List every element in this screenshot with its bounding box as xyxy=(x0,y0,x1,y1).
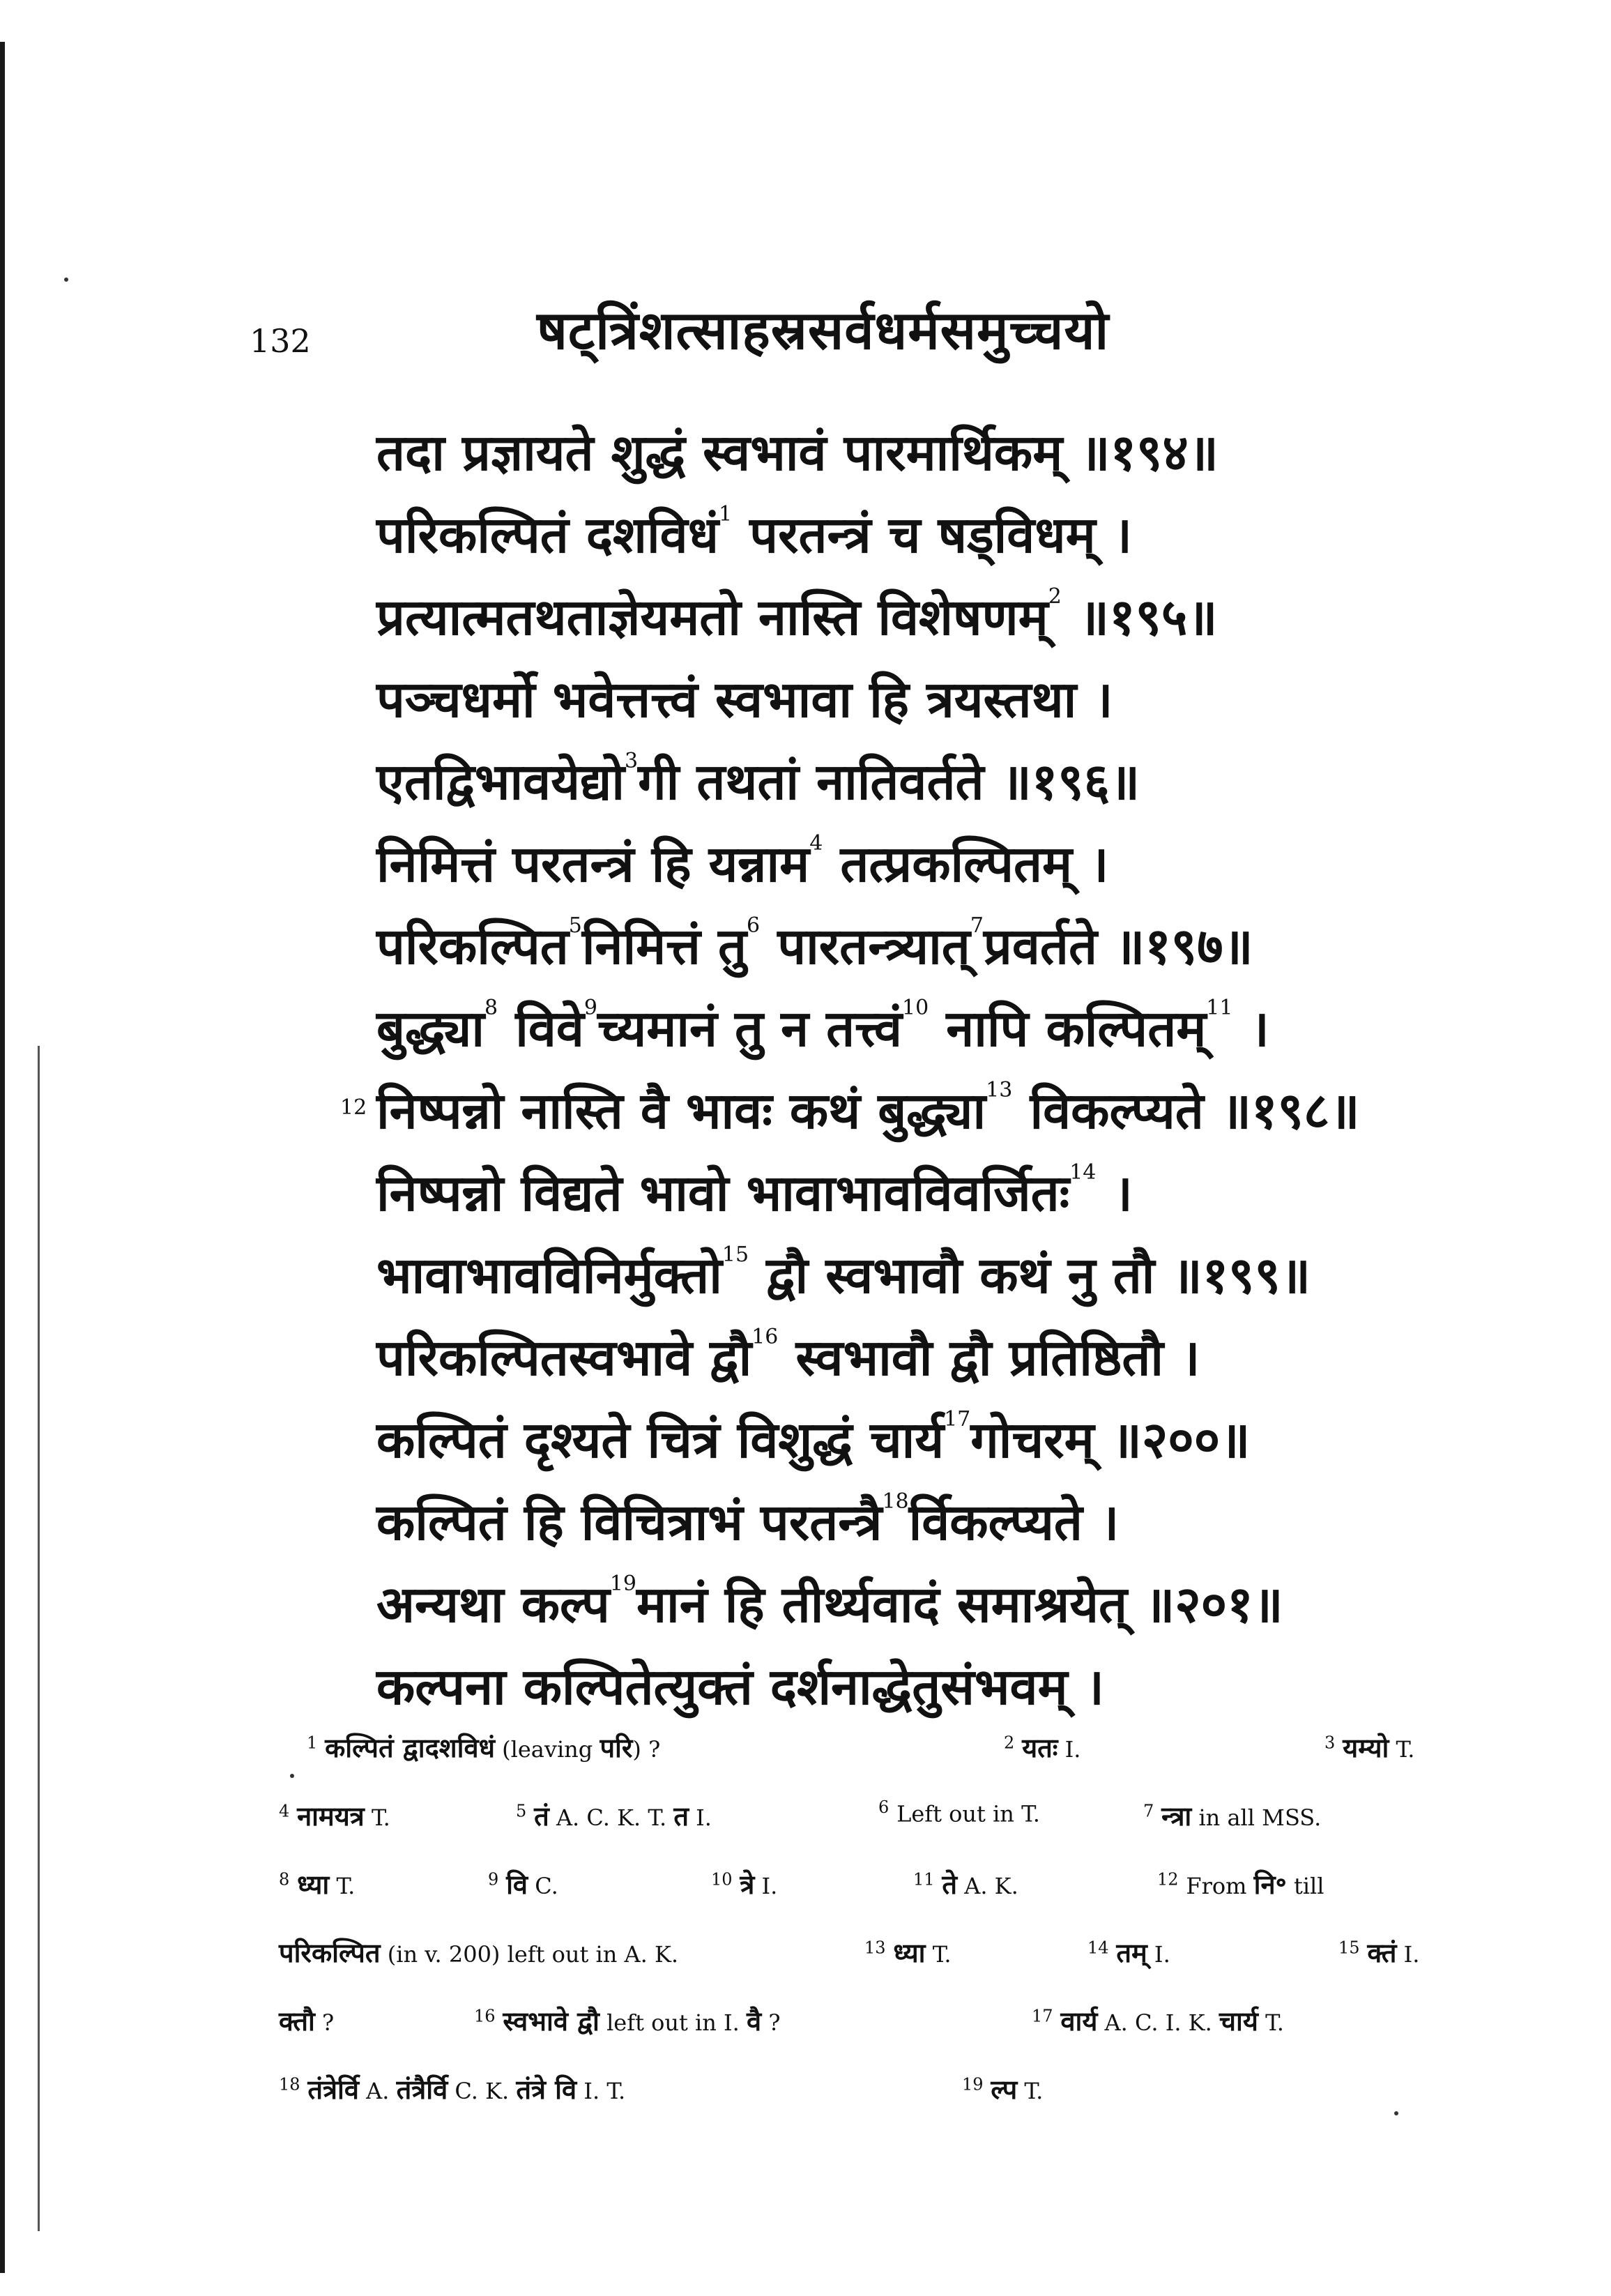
footnote-devanagari: तंत्रेर्वि xyxy=(307,2074,359,2105)
footnote-marker: 14 xyxy=(1069,1160,1097,1185)
verse-text: बुद्ध्या xyxy=(376,999,485,1058)
footnote-note: A. K. xyxy=(957,1873,1018,1899)
verse-text: कल्पना कल्पितेत्युक्तं दर्शनाद्धेतुसंभवम् । xyxy=(376,1657,1104,1716)
verse-line xyxy=(376,823,1506,905)
verse-text: एतद्विभावयेद्यो xyxy=(376,752,625,811)
footnote-devanagari: परि xyxy=(600,1733,633,1763)
footnote xyxy=(516,1797,712,1834)
footnote-devanagari: स्वभावे द्वौ xyxy=(503,2006,600,2037)
verse-text: निमित्तं तु xyxy=(581,917,747,975)
verse-line xyxy=(376,1152,1506,1234)
footnote-note: left out in I. xyxy=(599,2009,747,2036)
footnote xyxy=(878,1797,1040,1827)
footnote-devanagari: ध्या xyxy=(297,1869,330,1900)
verse-line xyxy=(376,1316,1506,1399)
page-edge-rule xyxy=(0,42,5,2273)
footnote-devanagari: न्त्रा xyxy=(1161,1801,1192,1832)
footnote-number: 1 xyxy=(307,1733,318,1753)
footnote-number: 16 xyxy=(474,2006,496,2026)
verse-line xyxy=(340,1070,1506,1152)
footnote-note: A. C. K. T. xyxy=(549,1804,674,1831)
footnote-marker: 18 xyxy=(882,1489,909,1514)
footnote-note: ) ? xyxy=(632,1736,661,1763)
footnote-number: 4 xyxy=(279,1801,290,1821)
footnote-marker: 11 xyxy=(1206,996,1233,1020)
footnote-marker: 6 xyxy=(747,913,761,938)
footnote-number: 18 xyxy=(279,2074,300,2094)
verse-text: निमित्तं परतन्त्रं हि यन्नाम xyxy=(376,835,810,893)
footnote-note: T. xyxy=(1017,2078,1044,2104)
footnote-marker: 9 xyxy=(583,996,597,1020)
footnote-devanagari: तम् xyxy=(1116,1938,1147,1968)
footnote-note: I. xyxy=(1147,1941,1170,1968)
footnote-note: I. xyxy=(754,1873,778,1899)
verse-text: गोचरम् ॥२००॥ xyxy=(970,1411,1251,1469)
footnote-devanagari: कल्पितं द्वादशविधं xyxy=(325,1733,495,1763)
verse-text: र्विकल्प्यते । xyxy=(908,1493,1120,1551)
footnote-number: 5 xyxy=(516,1801,527,1821)
footnote-marker: 10 xyxy=(902,996,929,1020)
footnote-devanagari: क्तं xyxy=(1367,1938,1397,1968)
footnote-devanagari: तंत्रे वि xyxy=(516,2074,577,2105)
footnote-devanagari: चार्य xyxy=(1219,2006,1258,2037)
footnote-marker: 5 xyxy=(568,913,582,938)
verse-line xyxy=(376,1563,1506,1645)
footnote xyxy=(307,1729,660,1765)
running-title: षट्त्रिंशत्साहस्रसर्वधर्मसमुच्चयो xyxy=(537,299,1110,361)
verse-text: कल्पितं हि विचित्राभं परतन्त्रै xyxy=(376,1493,883,1551)
page-number: 132 xyxy=(250,322,311,360)
verse-line xyxy=(376,576,1506,658)
footnote-marker: 19 xyxy=(609,1572,636,1596)
verse-text: । xyxy=(1096,1164,1133,1222)
verse-text: गी तथतां नातिवर्तते ॥१९६॥ xyxy=(638,752,1140,811)
footnote-marker: 16 xyxy=(751,1325,779,1349)
footnote-devanagari: वि xyxy=(506,1869,528,1900)
footnote-note: (in v. 200) left out in A. K. xyxy=(380,1941,679,1968)
verse-text: परिकल्पितस्वभावे द्वौ xyxy=(376,1328,752,1387)
verse-line xyxy=(376,494,1506,576)
footnote xyxy=(1087,1934,1170,1970)
footnote-row xyxy=(279,1729,1478,1797)
footnote-number: 9 xyxy=(488,1869,499,1890)
footnote-devanagari: नि॰ xyxy=(1253,1869,1287,1900)
footnote-number: 19 xyxy=(962,2074,984,2094)
verse-text: प्रत्यात्मतथताज्ञेयमतो नास्ति विशेषणम् xyxy=(376,588,1048,646)
footnote-note: I. xyxy=(1396,1941,1420,1968)
footnote-note: From xyxy=(1186,1873,1254,1899)
footnote-note: C. K. xyxy=(448,2078,517,2104)
verse-text: परतन्त्रं च षड्विधम् । xyxy=(732,505,1133,564)
footnote xyxy=(279,2071,625,2107)
footnote-number: 15 xyxy=(1338,1938,1360,1958)
footnote-devanagari: ध्या xyxy=(893,1938,926,1968)
footnote-marker: 15 xyxy=(721,1242,749,1267)
footnote-marker: 1 xyxy=(718,502,733,526)
footnote-number: 13 xyxy=(864,1938,886,1958)
footnote-marker: 3 xyxy=(624,749,639,773)
footnote-number: 14 xyxy=(1087,1938,1109,1958)
verse-block xyxy=(340,411,1506,1728)
verse-line xyxy=(376,1399,1506,1481)
footnote xyxy=(1324,1729,1414,1765)
verse-line xyxy=(376,658,1506,740)
verse-text: परिकल्पितं दशविधं xyxy=(376,505,719,564)
verse-text: अन्यथा कल्प xyxy=(376,1575,610,1634)
footnote xyxy=(1143,1797,1321,1834)
footnote xyxy=(1004,1729,1081,1765)
footnote-note: T. xyxy=(1389,1736,1415,1763)
footnote-marker: 17 xyxy=(944,1407,971,1431)
verse-text: तदा प्रज्ञायते शुद्धं स्वभावं पारमार्थिकम् ॥१९४॥ xyxy=(376,423,1219,482)
footnote-row xyxy=(279,1797,1478,1866)
footnote-number: 3 xyxy=(1324,1733,1336,1753)
footnote-number: 2 xyxy=(1004,1733,1015,1753)
footnote xyxy=(1157,1866,1324,1902)
scan-speck xyxy=(64,278,68,282)
footnote-number: 17 xyxy=(1032,2006,1053,2026)
verse-line xyxy=(376,1234,1506,1316)
footnote xyxy=(1032,2002,1284,2039)
footnote-note: C. xyxy=(528,1873,558,1899)
verse-text: ॥१९५॥ xyxy=(1061,588,1218,646)
verse-text: प्रवर्तते ॥१९७॥ xyxy=(983,917,1253,975)
verse-text: कल्पितं दृश्यते चित्रं विशुद्धं चार्य xyxy=(376,1411,945,1469)
footnote xyxy=(279,1797,390,1834)
footnote-note: T. xyxy=(329,1873,356,1899)
verse-text: । xyxy=(1232,999,1269,1058)
verse-line xyxy=(376,1481,1506,1563)
footnote xyxy=(962,2071,1043,2107)
footnote-devanagari: ल्प xyxy=(991,2074,1018,2105)
footnote-number: 8 xyxy=(279,1869,290,1890)
footnote xyxy=(474,2002,780,2039)
verse-line xyxy=(376,740,1506,823)
footnote-devanagari: परिकल्पित xyxy=(279,1938,381,1968)
footnote-devanagari: नामयत्र xyxy=(297,1801,365,1832)
footnote-note: in all MSS. xyxy=(1191,1804,1322,1831)
footnote-devanagari: यम्यो xyxy=(1343,1733,1389,1763)
footnote-devanagari: यतः xyxy=(1022,1733,1058,1763)
verse-text: पारतन्त्र्यात् xyxy=(760,917,970,975)
footnote-number: 6 xyxy=(878,1797,890,1817)
verse-line xyxy=(376,411,1506,494)
verse-text: स्वभावौ द्वौ प्रतिष्ठितौ । xyxy=(778,1328,1200,1387)
footnote xyxy=(864,1934,952,1970)
verse-text: विकल्प्यते ॥१९८॥ xyxy=(1012,1081,1360,1140)
footnote xyxy=(913,1866,1018,1902)
footnote-marker: 8 xyxy=(484,996,498,1020)
verse-text: पञ्चधर्मो भवेत्तत्त्वं स्वभावा हि त्रयस्तथा । xyxy=(376,670,1113,729)
verse-text: परिकल्पित xyxy=(376,917,569,975)
verse-line xyxy=(376,987,1506,1070)
footnote-note: T. xyxy=(1258,2009,1284,2036)
footnote-number: 12 xyxy=(1157,1869,1179,1890)
scan-speck xyxy=(1394,2111,1398,2115)
footnotes-block xyxy=(279,1729,1478,2139)
verse-text: मानं हि तीर्थ्यवादं समाश्रयेत् ॥२०१॥ xyxy=(636,1575,1283,1634)
footnote-note: A. xyxy=(358,2078,397,2104)
verse-text: विवे xyxy=(498,999,584,1058)
footnote-note: ? xyxy=(761,2009,781,2036)
footnote-devanagari: तं xyxy=(534,1801,549,1832)
footnote-marker: 2 xyxy=(1048,584,1062,609)
verse-text: नापि कल्पितम् xyxy=(929,999,1207,1058)
footnote-note: ? xyxy=(314,2009,335,2036)
verse-text: च्यमानं तु न तत्त्वं xyxy=(597,999,902,1058)
footnote-devanagari: क्तौ xyxy=(279,2006,315,2037)
verse-line xyxy=(376,1645,1506,1728)
footnote-devanagari: त xyxy=(673,1801,689,1832)
footnote-note: Left out in T. xyxy=(896,1800,1040,1827)
verse-text: द्वौ स्वभावौ कथं नु तौ ॥१९९॥ xyxy=(749,1246,1311,1305)
footnote-note: till xyxy=(1286,1873,1324,1899)
footnote-row xyxy=(279,2071,1478,2139)
page-gutter-rule xyxy=(38,1046,40,2231)
scan-speck xyxy=(290,1774,294,1778)
footnote xyxy=(711,1866,777,1902)
verse-line xyxy=(376,905,1506,987)
footnote-row xyxy=(279,2002,1478,2071)
footnote-devanagari: ते xyxy=(942,1869,958,1900)
verse-text: भावाभावविनिर्मुक्तो xyxy=(376,1246,722,1305)
footnote xyxy=(279,1866,355,1902)
verse-text: निष्पन्नो नास्ति वै भावः कथं बुद्ध्या xyxy=(376,1081,986,1140)
footnote xyxy=(279,2002,334,2039)
footnote-note: I. xyxy=(1058,1736,1081,1763)
footnote-marker: 12 xyxy=(340,1095,367,1120)
verse-text: निष्पन्नो विद्यते भावो भावाभावविवर्जितः xyxy=(376,1164,1070,1222)
footnote-note: I. T. xyxy=(577,2078,626,2104)
footnote-number: 11 xyxy=(913,1869,935,1890)
footnote-devanagari: तंत्रैर्वि xyxy=(396,2074,448,2105)
footnote-marker: 4 xyxy=(809,831,823,856)
footnote-row xyxy=(279,1866,1478,1934)
footnote-marker: 13 xyxy=(986,1078,1013,1102)
verse-text: तत्प्रकल्पितम् । xyxy=(823,835,1109,893)
footnote-row xyxy=(279,1934,1478,2002)
footnote-devanagari: वै xyxy=(747,2006,762,2037)
footnote-note: A. C. I. K. xyxy=(1097,2009,1219,2036)
footnote-number: 10 xyxy=(711,1869,733,1890)
footnote xyxy=(1338,1934,1419,1970)
footnote xyxy=(279,1934,678,1970)
footnote-note: I. xyxy=(688,1804,712,1831)
footnote xyxy=(488,1866,558,1902)
footnote-devanagari: वार्य xyxy=(1060,2006,1098,2037)
footnote-devanagari: त्रे xyxy=(740,1869,755,1900)
footnote-note: T. xyxy=(364,1804,390,1831)
footnote-note: (leaving xyxy=(494,1736,600,1763)
footnote-marker: 7 xyxy=(970,913,984,938)
footnote-note: T. xyxy=(925,1941,952,1968)
footnote-number: 7 xyxy=(1143,1801,1154,1821)
